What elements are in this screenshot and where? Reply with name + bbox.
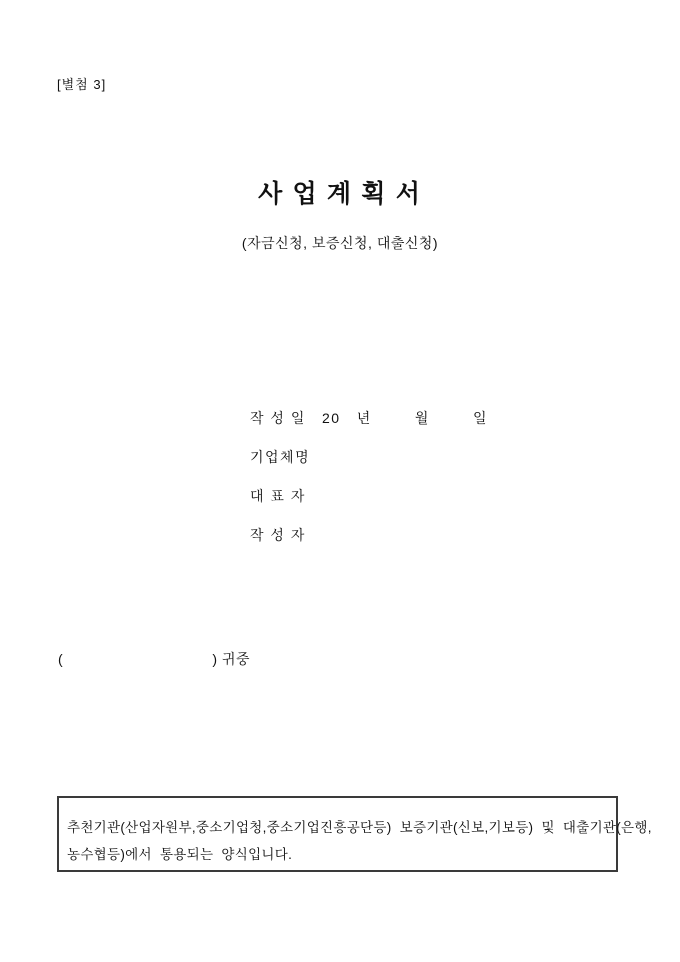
attachment-label: [별첨 3] — [57, 77, 107, 92]
form-line-company-name: 기업체명 — [250, 449, 311, 465]
page-subtitle: (자금신청, 보증신청, 대출신청) — [241, 235, 439, 251]
form-line-author: 작 성 자 — [250, 527, 306, 543]
recipient-line: ( ) 귀중 — [58, 651, 251, 667]
form-line-written-date: 작 성 일 20 년 월 일 — [250, 410, 489, 426]
form-fields-block — [250, 410, 488, 566]
footer-note-line-1: 추천기관(산업자원부,중소기업청,중소기업진흥공단등) 보증기관(신보,기보등) 및 대출기관(은행, — [67, 820, 652, 835]
form-line-representative: 대 표 자 — [250, 488, 306, 504]
footer-note-line-2: 농수협등)에서 통용되는 양식입니다. — [67, 847, 293, 862]
footer-note-box — [57, 796, 652, 872]
page-title: 사 업 계 획 서 — [258, 181, 422, 208]
